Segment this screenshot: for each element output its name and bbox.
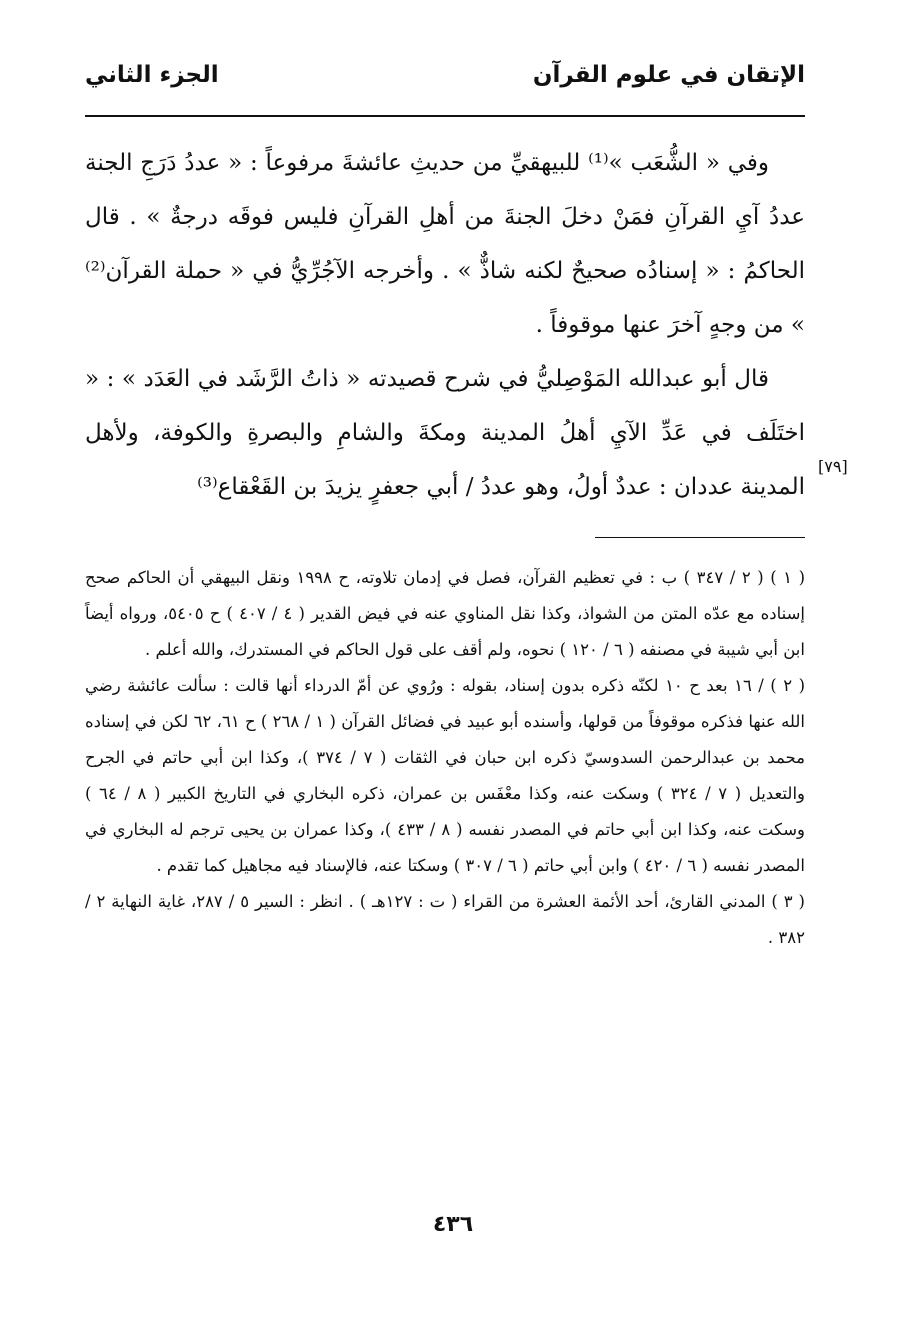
volume-label: الجزء الثاني — [85, 62, 219, 88]
main-paragraph: قال أبو عبدالله المَوْصِليُّ في شرح قصيدته « ذاتُ الرَّشَد في العَدَد » : « اختَلَف في عَدِّ الآيِ أهلُ المدينة ومكةَ والشامِ والبصرةِ والكوفة، ولأهل المدينة عددان : عددٌ أولُ، وهو عددُ / أبي جعفرٍ يزيدَ بن القَعْقاع⁽³⁾ — [85, 366, 805, 500]
footnote-3: ( ٣ ) المدني القارئ، أحد الأئمة العشرة من القراء ( ت : ١٢٧هـ ) . انظر : السير ٥ / ٢٨٧، غاية النهاية ٢ / ٣٨٢ . — [85, 892, 805, 947]
footnotes — [85, 560, 805, 956]
footnote-divider — [595, 537, 805, 538]
running-header — [85, 62, 805, 102]
book-title: الإتقان في علوم القرآن — [532, 62, 805, 88]
footnote-2: ( ٢ ) / ١٦ بعد ح ١٠ لكنّه ذكره بدون إسناد، بقوله : ورُوي عن أمّ الدرداء أنها قالت : سألت عائشة رضي الله عنها فذكره موقوفاً من قولها، وأسنده أبو عبيد في فضائل القرآن ( ١ / ٢٦٨ ) ح ٦١، ٦٢ لكن في إسناده محمد بن عبدالرحمن السدوسيّ ذكره ابن حبان في الثقات ( ٧ / ٣٧٤ )، وكذا ابن أبي حاتم في الجرح والتعديل ( ٧ / ٣٢٤ ) وسكت عنه، وكذا معْفَس بن عمران، ذكره البخاري في التاريخ الكبير ( ٨ / ٦٤ ) وسكت عنه، وكذا ابن أبي حاتم في المصدر نفسه ( ٨ / ٤٣٣ )، وكذا عمران بن يحيى ترجم له البخاري في المصدر نفسه ( ٦ / ٤٢٠ ) وابن أبي حاتم ( ٦ / ٣٠٧ ) وسكتا عنه، فالإسناد فيه مجاهيل كما تقدم . — [85, 676, 806, 875]
page-number: ٤٣٦ — [432, 1212, 474, 1237]
margin-page-reference: [٧٩] — [818, 457, 848, 476]
main-paragraph: وفي « الشُّعَب »⁽¹⁾ للبيهقيِّ من حديثِ عائشةَ مرفوعاً : « عددُ دَرَجِ الجنة عددُ آيِ القرآنِ فمَنْ دخلَ الجنةَ من أهلِ القرآنِ فليس فوقَه درجةٌ » . قال الحاكمُ : « إسنادُه صحيحٌ لكنه شاذٌّ » . وأخرجه الآجُرِّيُّ في « حملة القرآن⁽²⁾ » من وجهٍ آخرَ عنها موقوفاً . — [85, 150, 805, 338]
main-text — [85, 136, 805, 514]
footnote-1: ( ١ ) ( ٢ / ٣٤٧ ) ب : في تعظيم القرآن، فصل في إدمان تلاوته، ح ١٩٩٨ ونقل البيهقي أن الحاكم صحح إسناده مع عدّه المتن من الشواذ، وكذا نقل المناوي عنه في فيض القدير ( ٤ / ٤٠٧ ) ح ٥٤٠٥، ورواه أيضاً ابن أبي شيبة في مصنفه ( ٦ / ١٢٠ ) نحوه، ولم أقف على قول الحاكم في المستدرك، والله أعلم . — [85, 568, 806, 659]
header-divider — [85, 115, 805, 117]
